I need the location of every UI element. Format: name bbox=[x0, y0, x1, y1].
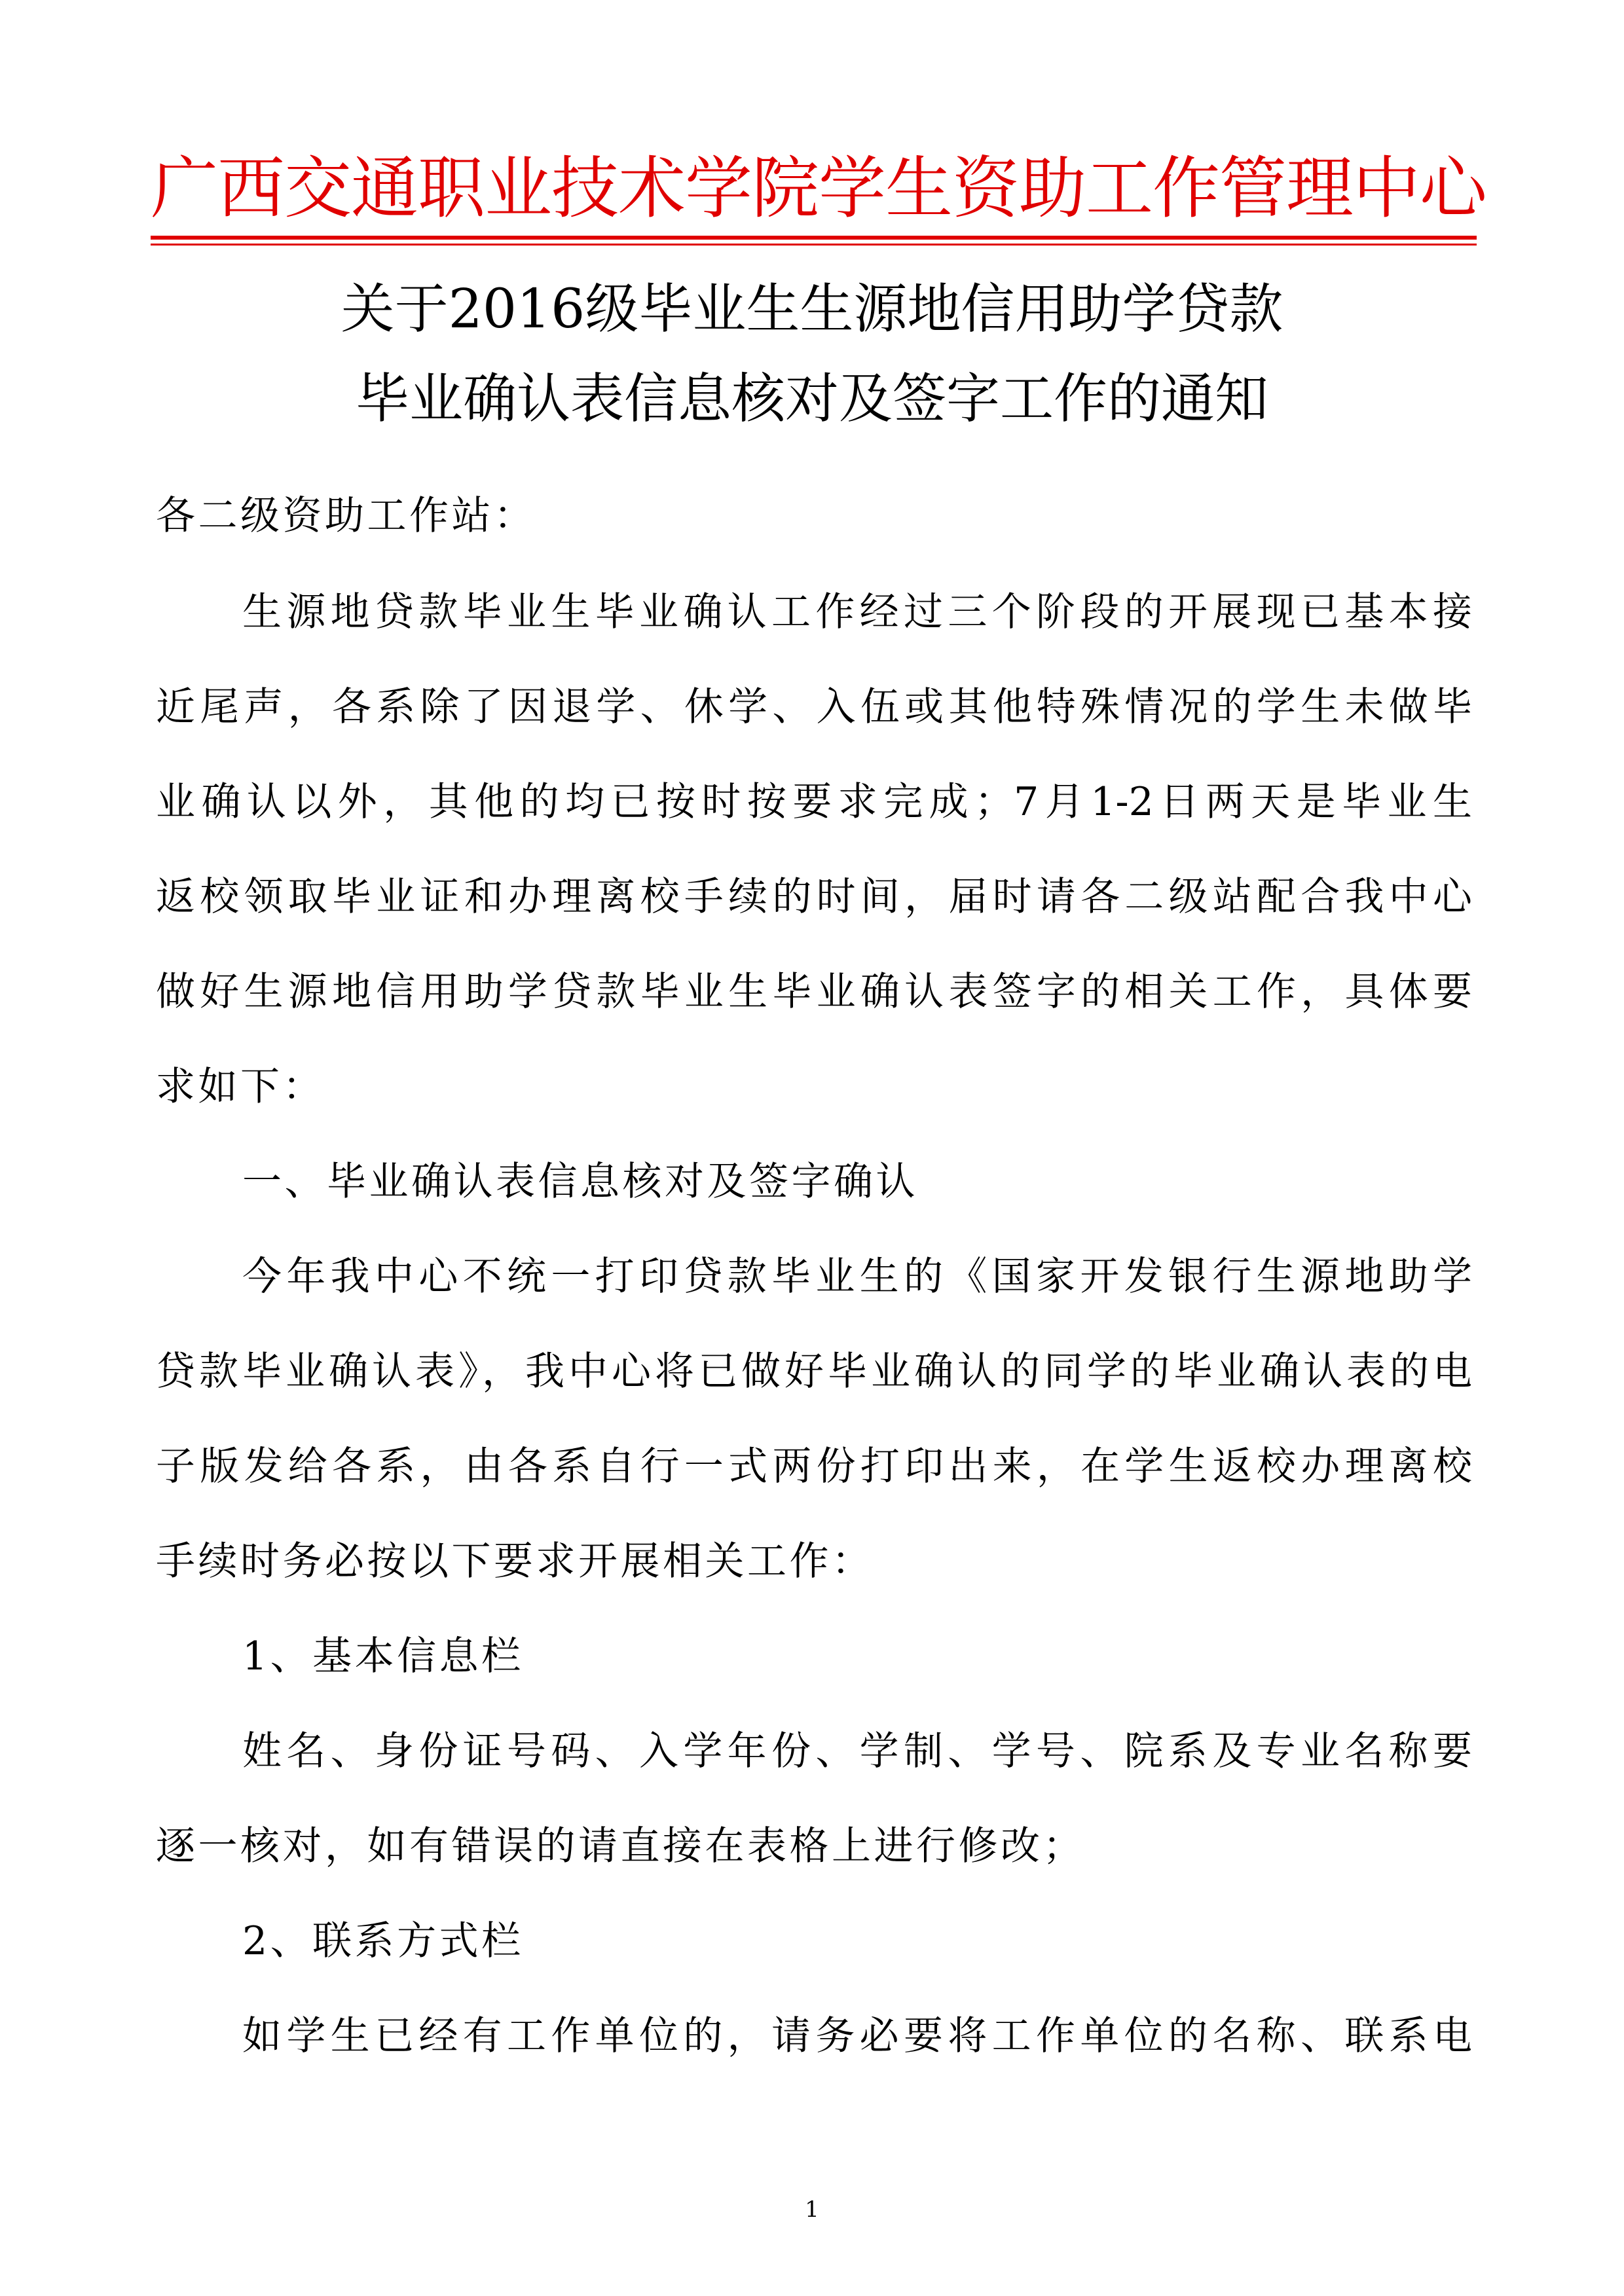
org-header-title: 广西交通职业技术学院学生资助工作管理中心 bbox=[151, 149, 1486, 228]
paragraph-line: 近尾声，各系除了因退学、休学、入伍或其他特殊情况的学生未做毕 bbox=[156, 684, 1472, 730]
header-rule-thick bbox=[151, 236, 1477, 240]
paragraph-line: 求如下： bbox=[156, 1064, 325, 1110]
paragraph-line: 业确认以外，其他的均已按时按要求完成；7月1-2日两天是毕业生 bbox=[156, 779, 1472, 825]
paragraph-line: 逐一核对，如有错误的请直接在表格上进行修改； bbox=[156, 1823, 1085, 1869]
page-number: 1 bbox=[805, 2196, 819, 2223]
paragraph-line: 子版发给各系，由各系自行一式两份打印出来，在学生返校办理离校 bbox=[156, 1444, 1472, 1489]
salutation: 各二级资助工作站： bbox=[156, 493, 536, 539]
item-heading: 1、基本信息栏 bbox=[242, 1633, 524, 1679]
header-rule-thin bbox=[151, 244, 1477, 246]
section-heading: 一、毕业确认表信息核对及签字确认 bbox=[242, 1159, 918, 1205]
paragraph-line: 生源地贷款毕业生毕业确认工作经过三个阶段的开展现已基本接 bbox=[242, 589, 1472, 635]
item-heading: 2、联系方式栏 bbox=[242, 1918, 524, 1964]
paragraph-line: 姓名、身份证号码、入学年份、学制、学号、院系及专业名称要 bbox=[242, 1728, 1472, 1774]
notice-title-line-2: 毕业确认表信息核对及签字工作的通知 bbox=[355, 368, 1268, 430]
paragraph-line: 返校领取毕业证和办理离校手续的时间，届时请各二级站配合我中心 bbox=[156, 874, 1472, 920]
notice-title-line-1: 关于2016级毕业生生源地信用助学贷款 bbox=[341, 278, 1283, 340]
paragraph-line: 贷款毕业确认表》，我中心将已做好毕业确认的同学的毕业确认表的电 bbox=[156, 1349, 1472, 1394]
paragraph-line: 今年我中心不统一打印贷款毕业生的《国家开发银行生源地助学 bbox=[242, 1254, 1472, 1300]
paragraph-line: 如学生已经有工作单位的，请务必要将工作单位的名称、联系电 bbox=[242, 2013, 1472, 2059]
paragraph-line: 做好生源地信用助学贷款毕业生毕业确认表签字的相关工作，具体要 bbox=[156, 969, 1472, 1015]
paragraph-line: 手续时务必按以下要求开展相关工作： bbox=[156, 1539, 874, 1584]
